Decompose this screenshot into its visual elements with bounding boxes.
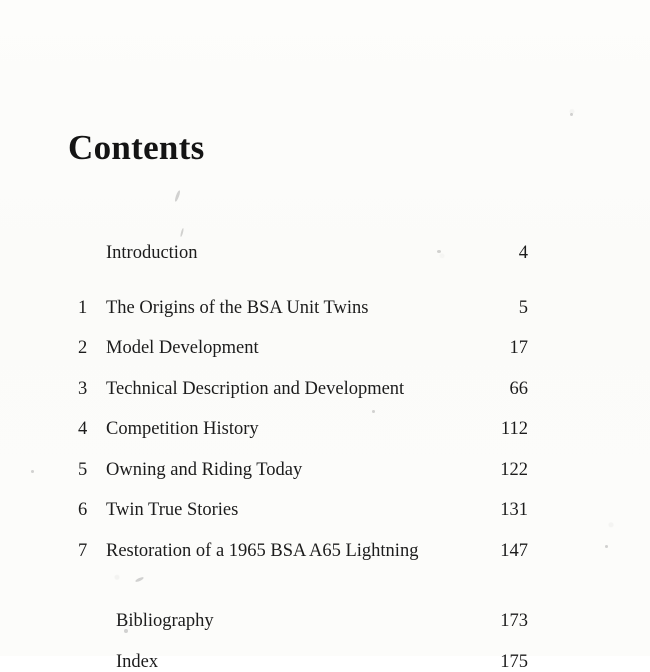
entry-page-number: 122 — [500, 459, 528, 480]
entry-page-number: 66 — [509, 378, 528, 399]
entry-number: 3 — [78, 378, 88, 399]
entry-label: The Origins of the BSA Unit Twins — [106, 297, 369, 318]
entry-number: 6 — [78, 500, 88, 520]
scan-speck — [570, 113, 573, 116]
entry-label: Model Development — [106, 338, 259, 358]
entry-page-number: 131 — [500, 500, 528, 520]
entry-page-number: 147 — [500, 540, 528, 561]
chapter-list — [68, 299, 530, 561]
list-item[interactable] — [68, 501, 530, 520]
list-item[interactable] — [68, 612, 530, 631]
entry-label: Bibliography — [116, 611, 214, 631]
entry-label: Twin True Stories — [106, 500, 239, 520]
entry-number: 1 — [78, 297, 88, 318]
scan-speck — [605, 545, 608, 548]
list-item[interactable] — [68, 653, 530, 672]
list-item[interactable] — [68, 244, 530, 263]
back-matter-list — [68, 612, 530, 671]
entry-label: Introduction — [106, 243, 198, 263]
entry-label: Technical Description and Development — [106, 378, 405, 399]
list-item[interactable] — [68, 299, 530, 318]
entry-page-number: 4 — [518, 243, 528, 263]
entry-page-number: 173 — [500, 611, 528, 631]
list-item[interactable] — [68, 461, 530, 480]
toc-content — [68, 0, 530, 671]
entry-label: Index — [116, 651, 159, 672]
entry-number: 5 — [78, 459, 88, 480]
front-matter-list — [68, 244, 530, 263]
entry-number: 7 — [78, 540, 88, 561]
entry-page-number: 112 — [500, 419, 528, 439]
entry-page-number: 5 — [518, 297, 528, 318]
scan-speck — [31, 470, 34, 473]
list-item[interactable] — [68, 380, 530, 399]
entry-page-number: 175 — [500, 651, 528, 672]
entry-label: Restoration of a 1965 BSA A65 Lightning — [106, 540, 419, 561]
page-title: Contents — [68, 128, 205, 167]
entry-label: Competition History — [106, 419, 259, 439]
list-item[interactable] — [68, 339, 530, 358]
entry-number: 2 — [78, 338, 88, 358]
list-item[interactable] — [68, 542, 530, 561]
entry-label: Owning and Riding Today — [106, 459, 303, 480]
entry-number: 4 — [78, 419, 88, 439]
list-item[interactable] — [68, 420, 530, 439]
entry-page-number: 17 — [509, 338, 528, 358]
